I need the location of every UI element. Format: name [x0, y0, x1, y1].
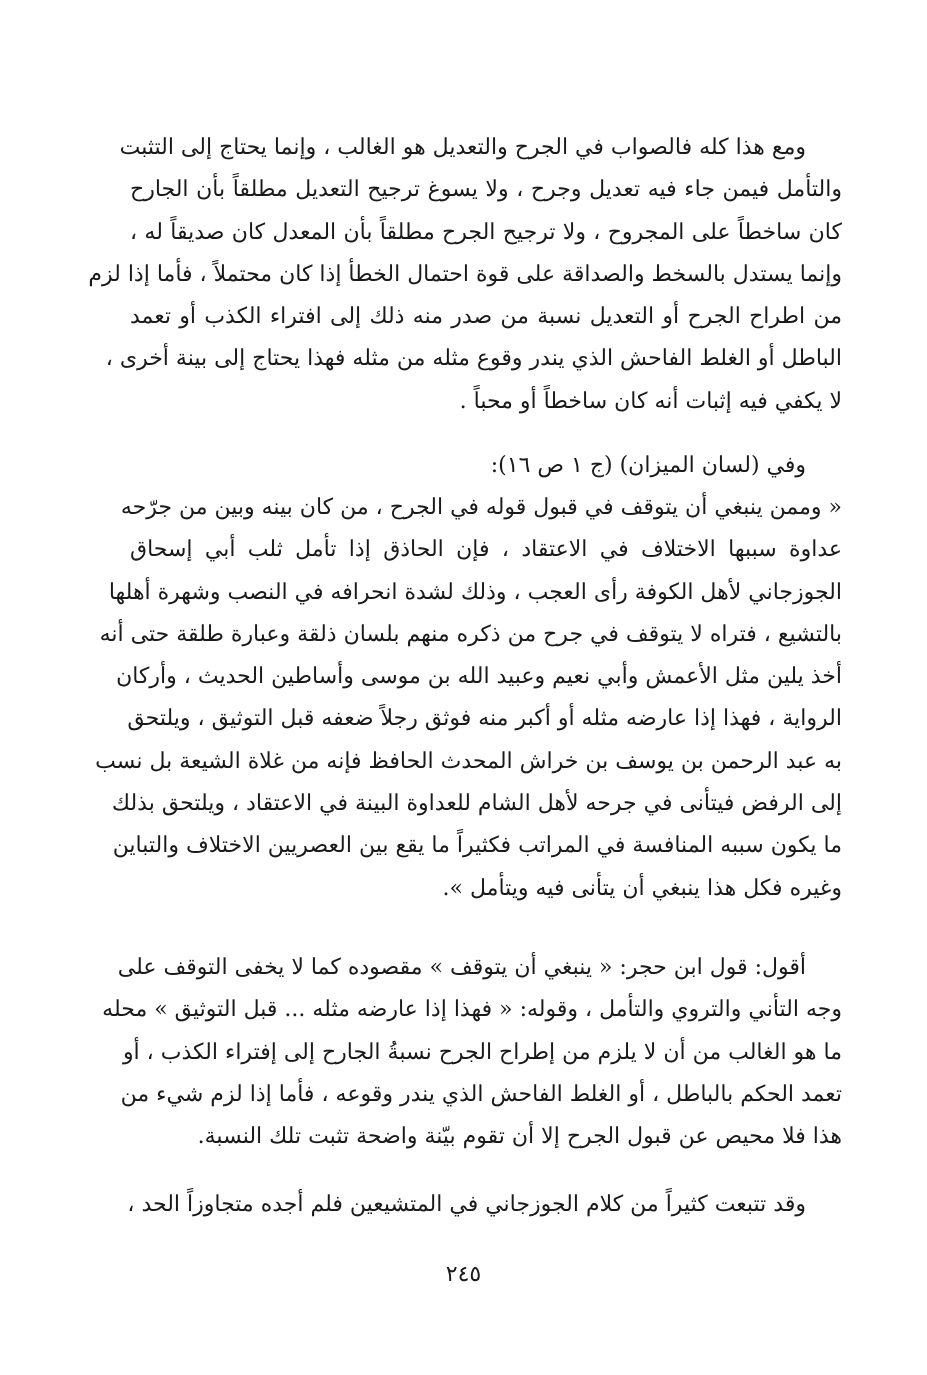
text-line: به عبد الرحمن بن يوسف بن خراش المحدث الحافظ فإنه من غلاة الشيعة بل نسب — [95, 748, 842, 774]
text-line: الرواية ، فهذا إذا عارضه مثله أو أكبر منه فوثق رجلاً ضعفه قبل التوثيق ، ويلتحق — [127, 706, 842, 732]
citation-heading — [130, 445, 842, 487]
paragraph-3 — [127, 1184, 842, 1226]
text-line: بالتشيع ، فتراه لا يتوقف في جرح من ذكره منهم بلسان ذلقة وعبارة طلقة حتى أنه — [99, 621, 842, 647]
text-line: هذا فلا محيص عن قبول الجرح إلا أن تقوم بيّنة واضحة تثبت تلك النسبة. — [197, 1124, 842, 1150]
text-line: لا يكفي فيه إثبات أنه كان ساخطاً أو محباً . — [459, 388, 842, 414]
text-line: إلى الرفض فيتأنى في جرحه لأهل الشام للعداوة البينة في الاعتقاد ، ويلتحق بذلك — [111, 791, 842, 817]
page-number: ٢٤٥ — [445, 1262, 482, 1287]
text-line: أخذ يلين مثل الأعمش وأبي نعيم وعبيد الله بن موسى وأساطين الحديث ، وأركان — [116, 664, 842, 690]
text-line: تعمد الحكم بالباطل ، أو الغلط الفاحش الذي يندر وقوعه ، فأما إذا لزم شيء من — [120, 1081, 842, 1107]
paragraph-1 — [88, 127, 842, 423]
text-line: ومع هذا كله فالصواب في الجرح والتعديل هو الغالب ، وإنما يحتاج إلى التثبت — [119, 135, 806, 160]
text-line: والتأمل فيمن جاء فيه تعديل وجرح ، ولا يسوغ ترجيح التعديل مطلقاً بأن الجارح — [130, 177, 842, 203]
text-line: « وممن ينبغي أن يتوقف في قبول قوله في الجرح ، من كان بينه وبين من جرّحه — [120, 495, 842, 520]
text-line: عداوة سببها الاختلاف في الاعتقاد ، فإن الحاذق إذا تأمل ثلب أبي إسحاق — [130, 537, 842, 563]
text-line: ما يكون سببه المنافسة في المراتب فكثيراً ما يقع بين العصريين الاختلاف والتباين — [112, 833, 842, 859]
text-line: الباطل أو الغلط الفاحش الذي يندر وقوع مثله من مثله فهذا يحتاج إلى بينة أخرى ، — [105, 346, 842, 372]
quote-paragraph — [95, 487, 842, 910]
text-line: من اطراح الجرح أو التعديل نسبة من صدر منه ذلك إلى افتراء الكذب أو تعمد — [130, 304, 842, 330]
text-line: وجه التأني والتروي والتأمل ، وقوله: « فهذا إذا عارضه مثله ... قبل التوثيق » محله — [102, 997, 842, 1023]
text-line: الجوزجاني لأهل الكوفة رأى العجب ، وذلك لشدة انحرافه في النصب وشهرة أهلها — [108, 579, 842, 605]
text-line: ما هو الغالب من أن لا يلزم من إطراح الجرح نسبةُ الجارح إلى إفتراء الكذب ، أو — [122, 1039, 842, 1065]
text-line: وغيره فكل هذا ينبغي أن يتأنى فيه ويتأمل ». — [442, 875, 842, 901]
text-line: أقول: قول ابن حجر: « ينبغي أن يتوقف » مقصوده كما لا يخفى التوقف على — [117, 955, 806, 980]
text-line: كان ساخطاً على المجروح ، ولا ترجيح الجرح مطلقاً بأن المعدل كان صديقاً له ، — [130, 219, 842, 245]
text-line: وقد تتبعت كثيراً من كلام الجوزجاني في المتشيعين فلم أجده متجاوزاً الحد ، — [127, 1192, 806, 1217]
paragraph-2 — [102, 947, 842, 1158]
citation-line: وفي (لسان الميزان) (ج ١ ص ١٦): — [490, 453, 806, 478]
text-line: وإنما يستدل بالسخط والصداقة على قوة احتمال الخطأ إذا كان محتملاً ، فأما إذا لزم — [88, 261, 842, 287]
